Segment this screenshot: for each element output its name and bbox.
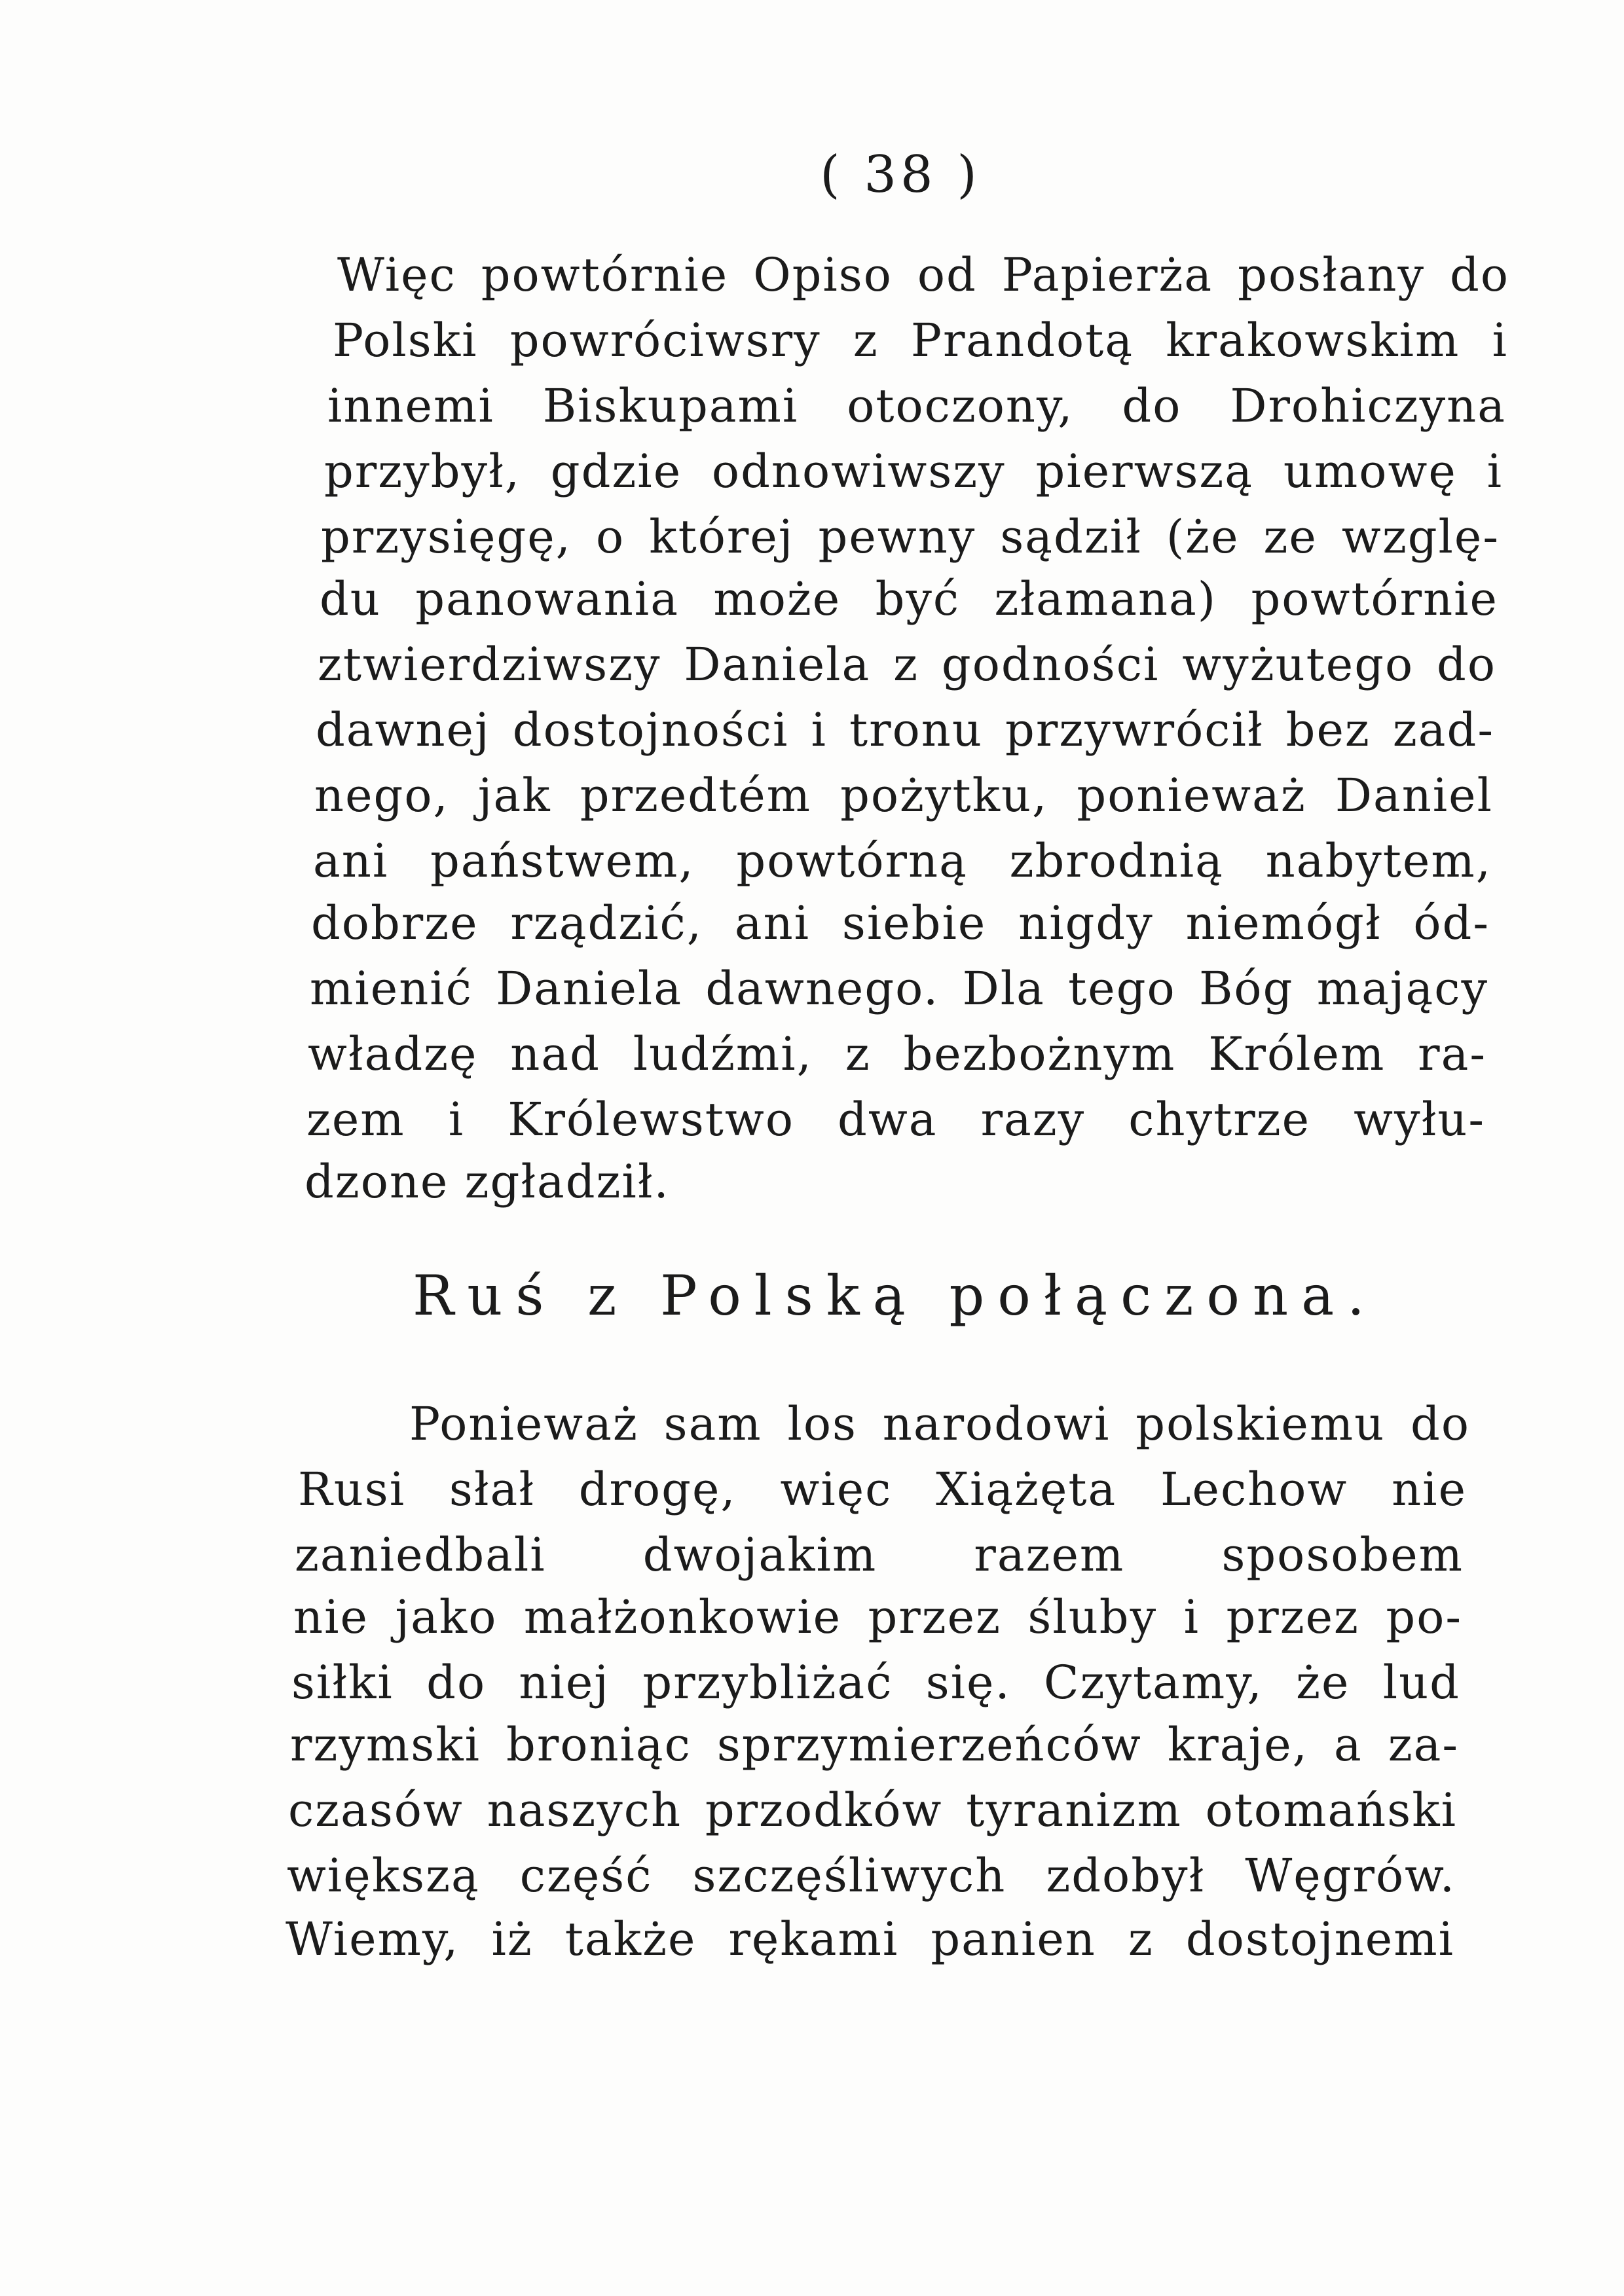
text-line: czasów naszych przodków tyranizm otomański [288, 1783, 1457, 1837]
text-line: Ponieważ sam los narodowi polskiemu do [409, 1397, 1470, 1451]
text-line: dobrze rządzić, ani siebie nigdy niemógł ód- [311, 896, 1490, 950]
text-line: zem i Królewstwo dwa razy chytrze wyłu- [306, 1093, 1485, 1146]
text-line: Wiemy, iż także rękami panien z dostojnemi [286, 1912, 1454, 1966]
text-line: większą część szczęśliwych zdobył Węgrów. [287, 1849, 1456, 1903]
text-line: siłki do niej przybliżać się. Czytamy, że lud [291, 1656, 1460, 1709]
page-number: ( 38 ) [820, 145, 981, 204]
text-line: Polski powróciwsry z Prandotą krakowskim i [333, 314, 1508, 367]
text-line: ani państwem, powtórną zbrodnią nabytem, [313, 834, 1492, 888]
text-line: nego, jak przedtém pożytku, ponieważ Daniel [314, 769, 1493, 822]
text-line: mienić Daniela dawnego. Dla tego Bóg mający [310, 962, 1488, 1015]
text-line: władzę nad ludźmi, z bezbożnym Królem ra- [308, 1027, 1486, 1081]
text-line: przysięgę, o której pewny sądził (że ze wzglę- [321, 510, 1500, 564]
text-line: zaniedbali dwojakim razem sposobem [295, 1528, 1464, 1582]
text-line: Rusi słał drogę, więc Xiążęta Lechow nie [298, 1463, 1467, 1516]
text-line: przybył, gdzie odnowiwszy pierwszą umowę i [324, 445, 1503, 498]
text-line: dzone zgładził. [304, 1155, 670, 1209]
text-line: rzymski broniąc sprzymierzeńców kraje, a za- [290, 1718, 1459, 1772]
text-line: innemi Biskupami otoczony, do Drohiczyna [327, 379, 1506, 433]
text-line: ztwierdziwszy Daniela z godności wyżutego do [318, 638, 1496, 691]
text-line: du panowania może być złamana) powtórnie [320, 572, 1498, 626]
text-line: nie jako małżonkowie przez śluby i przez po- [293, 1590, 1462, 1644]
section-heading: Ruś z Polską połączona. [413, 1264, 1378, 1328]
text-line: Więc powtórnie Opiso od Papierża posłany do [337, 248, 1509, 302]
text-line: dawnej dostojności i tronu przywrócił bez zad- [316, 703, 1494, 757]
